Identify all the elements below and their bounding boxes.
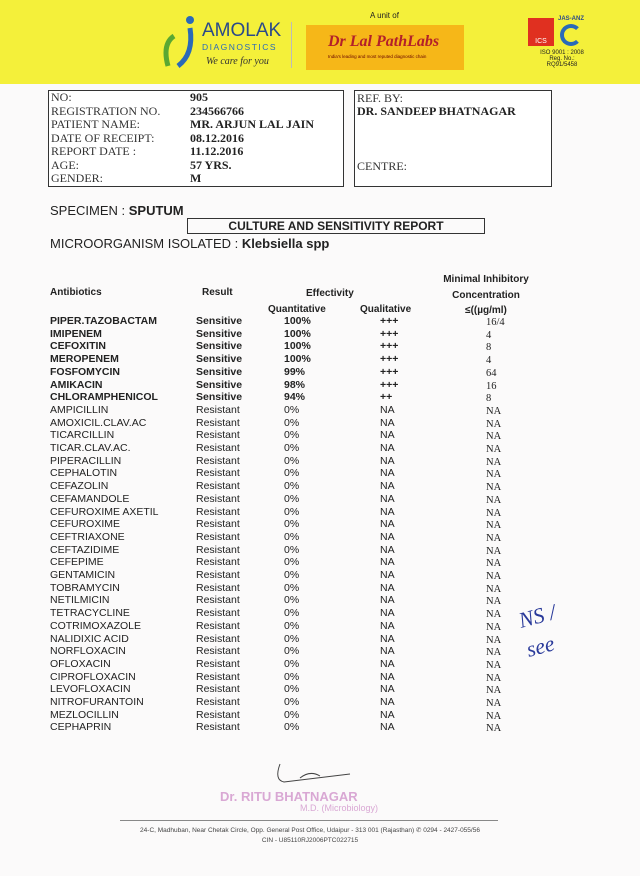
- qualitative: +++: [380, 353, 399, 366]
- result: Sensitive: [196, 315, 243, 327]
- mic-value: 4: [486, 329, 492, 341]
- qualitative: NA: [380, 683, 395, 696]
- field-label: PATIENT NAME:: [51, 117, 141, 131]
- quantitative: 0%: [284, 708, 300, 721]
- quantitative: 100%: [284, 327, 311, 340]
- mic-value: NA: [486, 596, 502, 608]
- signatory-name: Dr. RITU BHATNAGAR: [220, 789, 358, 804]
- qualitative: NA: [380, 467, 395, 480]
- qualitative: +++: [380, 315, 399, 327]
- jas-anz-c-icon: [560, 24, 582, 46]
- antibiotic-name: GENTAMICIN: [50, 569, 116, 581]
- result: Resistant: [196, 556, 240, 569]
- mic-value: 16/4: [486, 317, 505, 328]
- col-qualitative: Qualitative: [360, 304, 412, 315]
- result: Sensitive: [196, 391, 243, 404]
- antibiotic-name: FOSFOMYCIN: [50, 365, 120, 378]
- qualitative: +++: [380, 365, 399, 378]
- antibiotic-name: PIPER.TAZOBACTAM: [50, 315, 157, 327]
- mic-value: NA: [486, 723, 502, 735]
- result: Resistant: [196, 670, 240, 683]
- quantitative: 0%: [284, 480, 300, 493]
- result: Sensitive: [196, 340, 243, 353]
- table-row: [0, 328, 640, 341]
- quantitative: 0%: [284, 594, 300, 607]
- antibiotic-name: CEFUROXIME AXETIL: [50, 505, 159, 518]
- field-label: AGE:: [51, 157, 79, 172]
- antibiotic-name: CEFAZOLIN: [50, 480, 109, 493]
- quantitative: 0%: [284, 670, 300, 683]
- result: Sensitive: [196, 327, 243, 340]
- footer-divider: [120, 820, 498, 821]
- result: Resistant: [196, 530, 240, 543]
- quantitative: 0%: [284, 505, 300, 518]
- result: Resistant: [196, 708, 240, 721]
- antibiotic-name: OFLOXACIN: [50, 657, 111, 670]
- result: Resistant: [196, 543, 240, 556]
- table-row: [0, 709, 640, 722]
- mic-value: NA: [486, 532, 502, 544]
- qualitative: NA: [380, 543, 395, 556]
- qualitative: NA: [380, 708, 395, 721]
- mic-value: NA: [486, 558, 502, 570]
- antibiotic-name: CEPHALOTIN: [50, 467, 118, 480]
- quantitative: 0%: [284, 454, 300, 467]
- col-result: Result: [202, 287, 233, 298]
- table-row: [0, 569, 640, 582]
- field-value: 08.12.2016: [190, 130, 244, 145]
- mic-value: NA: [486, 418, 502, 430]
- qualitative: NA: [380, 480, 395, 493]
- result: Resistant: [196, 683, 240, 696]
- signature-icon: [270, 760, 360, 786]
- mic-value: 64: [486, 367, 497, 379]
- mic-value: NA: [486, 621, 502, 633]
- table-row: [0, 429, 640, 442]
- result: Resistant: [196, 645, 240, 658]
- qualitative: NA: [380, 403, 395, 416]
- table-row: [0, 340, 640, 353]
- quantitative: 0%: [284, 657, 300, 670]
- table-row: [0, 353, 640, 366]
- table-row: [0, 696, 640, 709]
- centre-label: CENTRE:: [357, 159, 407, 173]
- table-row: [0, 442, 640, 455]
- mic-value: NA: [486, 494, 502, 506]
- result: Resistant: [196, 607, 240, 620]
- field-label: NO:: [51, 90, 72, 104]
- field-value: 11.12.2016: [190, 144, 244, 158]
- field-label: GENDER:: [51, 171, 103, 185]
- antibiotic-name: TETRACYCLINE: [50, 607, 130, 620]
- antibiotic-name: PIPERACILLIN: [50, 454, 122, 467]
- antibiotic-name: CEPHAPRIN: [50, 721, 112, 734]
- quantitative: 0%: [284, 569, 300, 581]
- table-row: [0, 404, 640, 417]
- field-label: REPORT DATE :: [51, 144, 137, 158]
- table-row: [0, 544, 640, 557]
- divider: [291, 22, 292, 68]
- result: Resistant: [196, 594, 240, 607]
- amolak-logo: [160, 14, 280, 72]
- result: Resistant: [196, 569, 240, 581]
- qualitative: NA: [380, 657, 395, 670]
- quantitative: 0%: [284, 607, 300, 620]
- qualitative: NA: [380, 721, 395, 734]
- quantitative: 0%: [284, 683, 300, 696]
- qualitative: ++: [380, 391, 393, 404]
- quantitative: 0%: [284, 556, 300, 569]
- amolak-tagline: We care for you: [206, 56, 269, 67]
- col-effectivity: Effectivity: [306, 288, 354, 299]
- mic-value: NA: [486, 647, 502, 659]
- quantitative: 0%: [284, 543, 300, 556]
- iso-text: ISO 9001 : 2008 Reg. No.: RQ91/5458: [540, 50, 584, 68]
- mic-value: NA: [486, 482, 502, 494]
- qualitative: NA: [380, 594, 395, 607]
- table-row: [0, 671, 640, 684]
- antibiotic-name: LEVOFLOXACIN: [50, 683, 131, 696]
- mic-value: 16: [486, 380, 497, 392]
- footer: 24-C, Madhuban, Near Chetak Circle, Opp. General Post Office, Udaipur - 313 001 (Rajasthan) ✆ 0294 - 2427-055/56 CIN - U85110RJ2006PTC022715: [140, 827, 480, 844]
- field-value: MR. ARJUN LAL JAIN: [190, 117, 315, 131]
- col-mic: Minimal Inhibitory Concentration ≤((µg/ml): [443, 274, 529, 316]
- table-row: [0, 366, 640, 379]
- mic-value: NA: [486, 659, 502, 671]
- quantitative: 94%: [284, 391, 306, 404]
- mic-value: NA: [486, 685, 502, 697]
- antibiotic-name: CEFUROXIME: [50, 518, 121, 531]
- quantitative: 98%: [284, 378, 306, 391]
- mic-value: 8: [486, 393, 492, 405]
- mic-value: NA: [486, 583, 502, 595]
- mic-value: NA: [486, 609, 502, 621]
- result: Resistant: [196, 429, 240, 442]
- mic-value: NA: [486, 698, 502, 709]
- organism-label: MICROORGANISM ISOLATED :: [50, 236, 239, 251]
- quantitative: 0%: [284, 429, 300, 442]
- result: Resistant: [196, 416, 240, 429]
- mic-value: NA: [486, 545, 502, 557]
- result: Resistant: [196, 632, 240, 645]
- qualitative: +++: [380, 378, 399, 391]
- antibiotic-name: MEROPENEM: [50, 353, 119, 366]
- quantitative: 100%: [284, 340, 311, 353]
- quantitative: 0%: [284, 581, 300, 594]
- result: Resistant: [196, 467, 240, 480]
- result: Sensitive: [196, 353, 243, 366]
- antibiotic-name: TICAR.CLAV.AC.: [50, 442, 131, 454]
- ref-label: REF. BY:: [357, 91, 403, 105]
- result: Resistant: [196, 518, 240, 531]
- field-label: DATE OF RECEIPT:: [51, 130, 155, 145]
- quantitative: 0%: [284, 492, 300, 505]
- qualitative: NA: [380, 696, 395, 708]
- quantitative: 0%: [284, 645, 300, 658]
- table-row: [0, 721, 640, 734]
- result: Resistant: [196, 403, 240, 416]
- quantitative: 0%: [284, 403, 300, 416]
- antibiotic-name: CEFOXITIN: [50, 340, 107, 353]
- antibiotic-name: NETILMICIN: [50, 594, 110, 607]
- field-value: 234566766: [190, 103, 244, 118]
- antibiotic-name: MEZLOCILLIN: [50, 708, 119, 721]
- table-row: [0, 455, 640, 468]
- qualitative: NA: [380, 645, 395, 658]
- antibiotic-name: TICARCILLIN: [50, 429, 115, 442]
- qualitative: NA: [380, 492, 395, 505]
- qualitative: NA: [380, 670, 395, 683]
- mic-value: NA: [486, 444, 502, 455]
- antibiotic-name: AMIKACIN: [50, 378, 103, 391]
- organism-value: Klebsiella spp: [241, 236, 330, 251]
- result: Resistant: [196, 505, 240, 518]
- result: Resistant: [196, 492, 240, 505]
- antibiotic-name: CEFAMANDOLE: [50, 492, 130, 505]
- quantitative: 99%: [284, 365, 306, 378]
- specimen-label: SPECIMEN :: [50, 203, 126, 218]
- mic-value: NA: [486, 571, 502, 582]
- col-antibiotics: Antibiotics: [50, 287, 102, 298]
- field-value: 905: [190, 90, 208, 104]
- mic-value: NA: [486, 456, 502, 468]
- result: Resistant: [196, 442, 240, 454]
- antibiotic-name: NALIDIXIC ACID: [50, 632, 129, 645]
- table-row: [0, 417, 640, 430]
- unit-of-text: A unit of: [370, 11, 399, 20]
- quantitative: 0%: [284, 721, 300, 734]
- specimen-value: SPUTUM: [128, 203, 184, 218]
- mic-value: NA: [486, 469, 502, 481]
- amolak-figure-icon: [160, 14, 200, 72]
- antibiotic-name: AMPICILLIN: [50, 403, 109, 416]
- qualitative: NA: [380, 518, 395, 531]
- qualitative: NA: [380, 569, 395, 581]
- antibiotic-name: TOBRAMYCIN: [50, 581, 120, 594]
- result: Sensitive: [196, 365, 243, 378]
- antibiotic-name: NITROFURANTOIN: [50, 696, 144, 708]
- quantitative: 0%: [284, 619, 300, 632]
- col-quantitative: Quantitative: [268, 304, 326, 315]
- quantitative: 0%: [284, 467, 300, 480]
- quantitative: 0%: [284, 442, 300, 454]
- qualitative: NA: [380, 530, 395, 543]
- qualitative: NA: [380, 416, 395, 429]
- mic-value: 8: [486, 342, 492, 354]
- lal-pathlabs-logo: Dr Lal PathLabs India's leading and most reputed diagnostic chain: [306, 25, 464, 70]
- qualitative: +++: [380, 327, 399, 340]
- table-row: [0, 467, 640, 480]
- referral-box: [354, 90, 552, 187]
- quantitative: 0%: [284, 632, 300, 645]
- quantitative: 100%: [284, 353, 311, 366]
- result: Resistant: [196, 480, 240, 493]
- antibiotic-name: CEFTRIAXONE: [50, 530, 125, 543]
- field-label: REGISTRATION NO.: [51, 103, 161, 118]
- table-row: [0, 518, 640, 531]
- amolak-sub: DIAGNOSTICS: [202, 42, 278, 52]
- result: Resistant: [196, 581, 240, 594]
- antibiotic-name: CHLORAMPHENICOL: [50, 391, 158, 404]
- qualitative: NA: [380, 632, 395, 645]
- mic-value: 4: [486, 355, 492, 367]
- qualitative: NA: [380, 581, 395, 594]
- mic-value: NA: [486, 405, 502, 417]
- field-value: 57 YRS.: [190, 157, 232, 172]
- result: Resistant: [196, 696, 240, 708]
- qualitative: NA: [380, 607, 395, 620]
- table-row: [0, 391, 640, 404]
- quantitative: 100%: [284, 315, 311, 327]
- field-value: M: [190, 171, 202, 185]
- table-row: [0, 506, 640, 519]
- report-title: CULTURE AND SENSITIVITY REPORT: [187, 218, 485, 234]
- antibiotic-name: CEFTAZIDIME: [50, 543, 120, 556]
- handwritten-annotation: NS / see: [515, 599, 559, 662]
- antibiotic-name: CEFEPIME: [50, 556, 104, 569]
- qualitative: NA: [380, 454, 395, 467]
- mic-value: NA: [486, 431, 502, 443]
- mic-value: NA: [486, 520, 502, 532]
- antibiotic-name: CIPROFLOXACIN: [50, 670, 136, 683]
- result: Resistant: [196, 657, 240, 670]
- qualitative: NA: [380, 556, 395, 569]
- qualitative: NA: [380, 442, 395, 454]
- ics-cert-logo: ICS: [528, 18, 554, 46]
- mic-value: NA: [486, 634, 502, 646]
- result: Resistant: [196, 721, 240, 734]
- quantitative: 0%: [284, 696, 300, 708]
- table-row: [0, 480, 640, 493]
- quantitative: 0%: [284, 416, 300, 429]
- table-row: [0, 582, 640, 595]
- result: Resistant: [196, 619, 240, 632]
- mic-value: NA: [486, 507, 502, 519]
- antibiotic-name: COTRIMOXAZOLE: [50, 619, 142, 632]
- qualitative: NA: [380, 505, 395, 518]
- mic-value: NA: [486, 672, 502, 684]
- patient-info-box: [48, 90, 344, 187]
- qualitative: NA: [380, 429, 395, 442]
- qualitative: NA: [380, 619, 395, 632]
- jas-anz-logo: JAS-ANZ: [558, 16, 585, 22]
- table-row: [0, 493, 640, 506]
- mic-value: NA: [486, 710, 502, 722]
- amolak-name: AMOLAK: [202, 20, 282, 41]
- result: Resistant: [196, 454, 240, 467]
- table-row: [0, 315, 640, 328]
- quantitative: 0%: [284, 518, 300, 531]
- antibiotic-name: AMOXICIL.CLAV.AC: [50, 416, 147, 429]
- signatory-qualification: M.D. (Microbiology): [300, 803, 379, 813]
- table-row: [0, 683, 640, 696]
- result: Sensitive: [196, 378, 243, 391]
- quantitative: 0%: [284, 530, 300, 543]
- antibiotic-name: IMIPENEM: [50, 327, 102, 340]
- table-row: [0, 531, 640, 544]
- antibiotic-name: NORFLOXACIN: [50, 645, 126, 658]
- table-row: [0, 556, 640, 569]
- qualitative: +++: [380, 340, 399, 353]
- ref-value: DR. SANDEEP BHATNAGAR: [357, 104, 516, 118]
- table-row: [0, 379, 640, 392]
